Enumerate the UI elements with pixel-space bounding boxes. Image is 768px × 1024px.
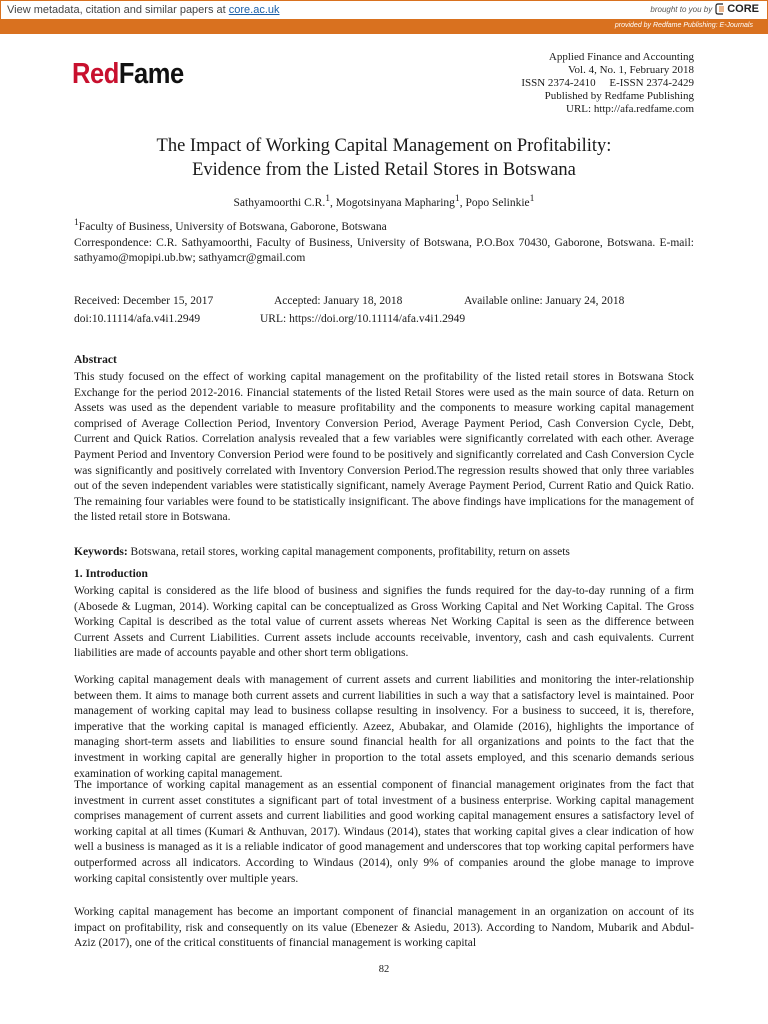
intro-paragraph-3: The importance of working capital management as an essential component of financial management originates from the fact that investment in current asset constitutes a significant part of total investment of a business enterprise. Working capital management comprises management of current assets and current liabilities and good working capital management ensures a satisfactory level of working capital at all times (Kumari & Anthuvan, 2017). Windaus (2014), states that working capital gives a clear indication of how well a business is managed as it is a reliable indicator of good management and underscores that top working capital performers have outperformed across all indicators. According to Windaus (2014), only 9% of companies around the globe manage to improve working capital consistently over multiple years. bbox=[74, 779, 694, 885]
intro-heading: 1. Introduction bbox=[74, 568, 148, 580]
title-line-2: Evidence from the Listed Retail Stores in Botswana bbox=[192, 160, 576, 180]
keywords-text: Botswana, retail stores, working capital management components, profitability, return on assets bbox=[127, 546, 570, 558]
received-date: Received: December 15, 2017 bbox=[74, 295, 214, 307]
author-separator: , bbox=[330, 196, 336, 209]
journal-issn: ISSN 2374-2410 E-ISSN 2374-2429 bbox=[521, 77, 694, 89]
journal-volume: Vol. 4, No. 1, February 2018 bbox=[568, 64, 694, 76]
provided-by-text: provided by Redfame Publishing: E-Journals bbox=[614, 22, 753, 29]
logo-red-part: Red bbox=[72, 58, 119, 90]
doi-text: doi:10.11114/afa.v4i1.2949 bbox=[74, 313, 201, 325]
journal-url: URL: http://afa.redfame.com bbox=[566, 103, 694, 115]
publication-dates bbox=[74, 292, 694, 328]
core-brand[interactable] bbox=[650, 3, 759, 15]
core-metadata-text bbox=[7, 4, 280, 16]
logo-black-part: Fame bbox=[118, 58, 184, 90]
journal-info bbox=[521, 51, 694, 116]
affiliation bbox=[74, 217, 387, 233]
accepted-date: Accepted: January 18, 2018 bbox=[274, 295, 403, 307]
doi-url[interactable]: URL: https://doi.org/10.11114/afa.v4i1.2949 bbox=[260, 313, 466, 325]
brought-by-text: brought to you by bbox=[650, 4, 713, 14]
keywords-label: Keywords: bbox=[74, 546, 128, 558]
publisher-logo bbox=[72, 58, 184, 91]
journal-publisher: Published by Redfame Publishing bbox=[544, 90, 694, 102]
author-3: Popo Selinkie bbox=[465, 196, 530, 209]
affiliation-marker: 1 bbox=[74, 217, 79, 228]
core-label: CORE bbox=[727, 3, 759, 15]
intro-paragraph-4: Working capital management has become an important component of financial management in an organization on account of its impact on profitability, risk and consequently on its value (Ebenezer & Asiedu, 2013). According to Nandom, Mubarik and Abdul-Aziz (2017), one of the critical constituents of financial management is working capital bbox=[74, 906, 694, 950]
keywords bbox=[74, 545, 694, 561]
journal-name: Applied Finance and Accounting bbox=[548, 51, 694, 63]
core-banner bbox=[0, 0, 768, 19]
page-number: 82 bbox=[378, 964, 390, 975]
affiliation-text: Faculty of Business, University of Botswana, Gaborone, Botswana bbox=[78, 220, 387, 233]
core-prefix-text: View metadata, citation and similar papers at bbox=[7, 4, 229, 16]
provider-bar bbox=[0, 19, 768, 34]
online-date: Available online: January 24, 2018 bbox=[464, 295, 625, 307]
abstract-heading: Abstract bbox=[74, 354, 117, 366]
author-2: Mogotsinyana Mapharing bbox=[335, 196, 455, 209]
title-line-1: The Impact of Working Capital Management on Profitability: bbox=[156, 136, 612, 156]
author-3-affil: 1 bbox=[529, 193, 535, 204]
author-1-affil: 1 bbox=[325, 193, 331, 204]
author-2-affil: 1 bbox=[454, 193, 460, 204]
paper-title bbox=[74, 134, 694, 182]
author-list bbox=[74, 193, 694, 209]
author-separator: , bbox=[459, 196, 466, 209]
author-1: Sathyamoorthi C.R. bbox=[233, 196, 326, 209]
correspondence: Correspondence: C.R. Sathyamoorthi, Faculty of Business, University of Botswana, P.O.Box 70430, Gaborone, Botswana. E-mail: sathyamo@mopipi.ub.bw; sathyamcr@gmail.com bbox=[74, 237, 694, 264]
abstract-text: This study focused on the effect of working capital management on the profitability of the listed retail stores in Botswana Stock Exchange for the period 2012-2016. Financial statements of the listed Retail Stores were used as the main source of data. Return on Assets was used as the dependent variable to measure profitability and the components to measure working capital management comprised of Average Collection Period, Inventory Conversion Period, Average Payment Period, Cash Conversion Cycle, Debt, Current and Quick Ratios. Correlation analysis revealed that a few variables were significantly correlated with each other. Average Payment Period and Inventory Conversion Period were found to be positively and significantly correlated and Cash Conversion Cycle was significantly and positively correlated with Inventory Conversion Period.The regression results showed that only three variables out of the seven independent variables were statistically significant, namely Average Payment Period, Current Ratio and Quick Ratio. The remaining four variables were found to be statistically insignificant. The above findings have implications for the management of the listed retail store in Botswana. bbox=[74, 371, 694, 524]
intro-paragraph-1: Working capital is considered as the life blood of business and signifies the funds required for the day-to-day running of a firm (Abosede & Lugman, 2014). Working capital can be conceptualized as Gross Working Capital and Net Working Capital. The Gross Working Capital is described as the total value of current assets whereas Net Working Capital is seen as the difference between Current Assets and Current Liabilities. Current assets include accounts receivable, inventory, cash and cash equivalents. Current liabilities are made of accounts payable and other short term obligations. bbox=[74, 585, 694, 660]
core-link[interactable]: core.ac.uk bbox=[228, 4, 280, 16]
intro-paragraph-2: Working capital management deals with management of current assets and current liabilities and monitoring the inter-relationship between them. It aims to manage both current assets and current liabilities in such a way that a satisfactory level is maintained. Poor management of working capital may lead to business collapse resulting in insolvency. For a business to succeed, it is, therefore, imperative that the working capital is managed efficiently. Azeez, Abubakar, and Olamide (2016), highlights the importance of managing short-term assets and liabilities to ensure sound financial health for all organizations and points to the fact that the investment in working capital are generally higher in proportion to the total assets employed, and this scenario demands serious examination of working capital management. bbox=[74, 674, 694, 780]
core-logo-icon bbox=[715, 3, 725, 15]
